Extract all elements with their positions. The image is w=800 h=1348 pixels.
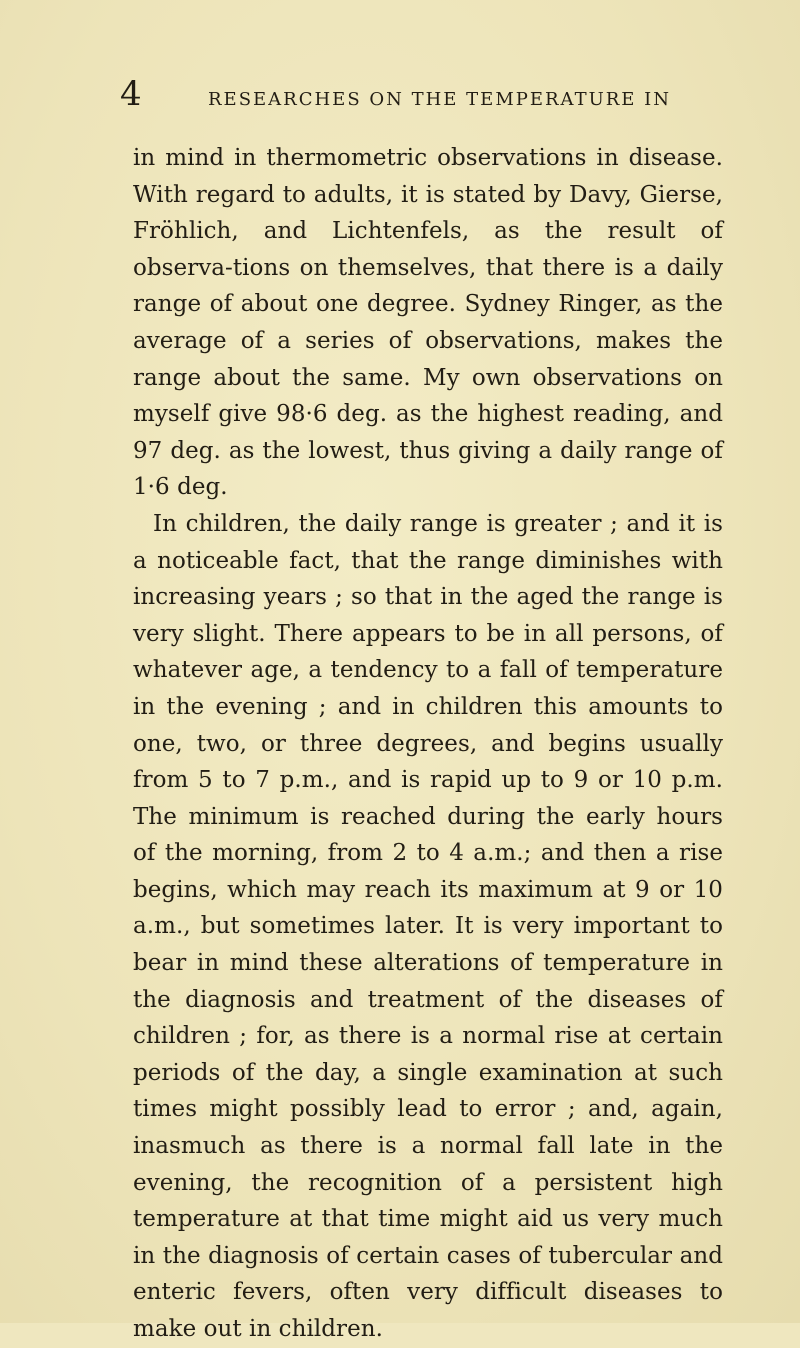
paragraph-1: in mind in thermometric observations in disease. With regard to adults, it is stated by Davy, Gierse, Fröhlich, and Lichtenfels, as the result of observa-tions on themselves, that there is a daily range of about one degree. Sydney Ringer, as the average of a series of observations, makes the range about the same. My own observations on myself give 98·6 deg. as the highest reading, and 97 deg. as the lowest, thus giving a daily range of 1·6 deg.	[133, 145, 723, 501]
paragraph-2: In children, the daily range is greater ; and it is a noticeable fact, that the range diminishes with increasing years ; so that in the aged the range is very slight. There appears to be in all persons, of whatever age, a tendency to a fall of temperature in the evening ; and in children this amounts to one, two, or three degrees, and begins usually from 5 to 7 p.m., and is rapid up to 9 or 10 p.m. The minimum is reached during the early hours of the morning, from 2 to 4 a.m.; and then a rise begins, which may reach its maximum at 9 or 10 a.m., but sometimes later. It is very important to bear in mind these alterations of temperature in the diagnosis and treatment of the diseases of children ; for, as there is a normal rise at certain periods of the day, a single examination at such times might possibly lead to error ; and, again, inasmuch as there is a normal fall late in the evening, the recognition of a persistent high temperature at that time might aid us very much in the diagnosis of certain cases of tubercular and enteric fevers, often very difficult diseases to make out in children.	[133, 510, 723, 1342]
body-text	[133, 140, 723, 1348]
running-head: RESEARCHES ON THE TEMPERATURE IN	[208, 89, 672, 110]
page-number: 4	[120, 74, 142, 114]
page-header	[120, 74, 700, 120]
